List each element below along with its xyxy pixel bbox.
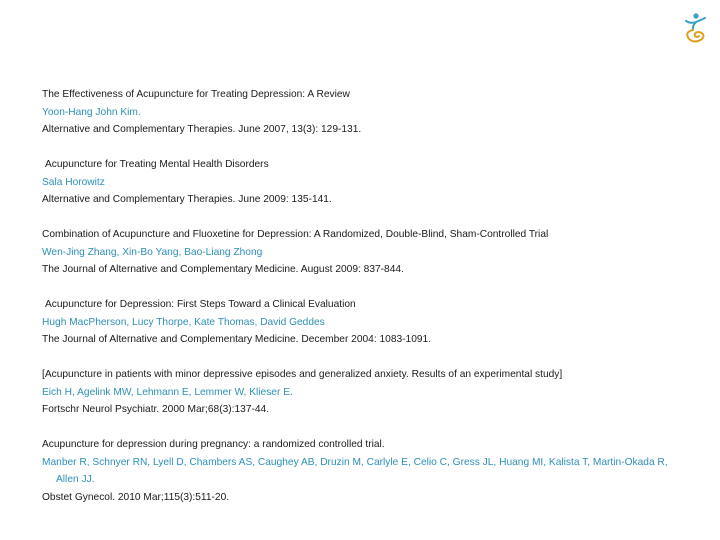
reference-authors: Wen-Jing Zhang, Xin-Bo Yang, Bao-Liang Zhong bbox=[42, 246, 263, 258]
reference-authors: Manber R, Schnyer RN, Lyell D, Chambers AS, Caughey AB, Druzin M, Carlyle E, Celio C, Gress JL, Huang MI, Kalista T, Martin-Okada R, Allen JJ. bbox=[42, 456, 668, 485]
reference-source: The Journal of Alternative and Complementary Medicine. December 2004: 1083-1091. bbox=[42, 334, 432, 345]
reference-title: [Acupuncture in patients with minor depressive episodes and generalized anxiety. Results of an experimental study] bbox=[42, 369, 563, 380]
reference-title: The Effectiveness of Acupuncture for Treating Depression: A Review bbox=[42, 89, 350, 100]
reference-authors: Eich H, Agelink MW, Lehmann E, Lemmer W, Klieser E. bbox=[42, 386, 293, 398]
reference-item bbox=[42, 366, 682, 419]
reference-title: Acupuncture for Depression: First Steps Toward a Clinical Evaluation bbox=[45, 299, 356, 310]
reference-item bbox=[42, 156, 682, 209]
figure-spiral-logo-icon bbox=[680, 12, 710, 46]
reference-item bbox=[42, 436, 682, 506]
reference-item bbox=[42, 86, 682, 139]
reference-list bbox=[42, 86, 682, 506]
reference-source: Alternative and Complementary Therapies. June 2009: 135-141. bbox=[42, 194, 332, 205]
reference-authors: Hugh MacPherson, Lucy Thorpe, Kate Thomas, David Geddes bbox=[42, 316, 325, 328]
reference-source: Obstet Gynecol. 2010 Mar;115(3):511-20. bbox=[42, 491, 230, 503]
reference-source: The Journal of Alternative and Complementary Medicine. August 2009: 837-844. bbox=[42, 264, 404, 275]
reference-authors: Yoon-Hang John Kim. bbox=[42, 106, 141, 118]
reference-title: Combination of Acupuncture and Fluoxetine for Depression: A Randomized, Double-Blind, Sham-Controlled Trial bbox=[42, 229, 549, 240]
reference-title: Acupuncture for Treating Mental Health Disorders bbox=[45, 159, 269, 170]
reference-source: Alternative and Complementary Therapies. June 2007, 13(3): 129-131. bbox=[42, 124, 362, 135]
reference-source: Fortschr Neurol Psychiatr. 2000 Mar;68(3):137-44. bbox=[42, 404, 270, 415]
reference-item bbox=[42, 226, 682, 279]
reference-item bbox=[42, 296, 682, 349]
reference-authors: Sala Horowitz bbox=[42, 176, 105, 188]
reference-title: Acupuncture for depression during pregnancy: a randomized controlled trial. bbox=[42, 439, 385, 450]
